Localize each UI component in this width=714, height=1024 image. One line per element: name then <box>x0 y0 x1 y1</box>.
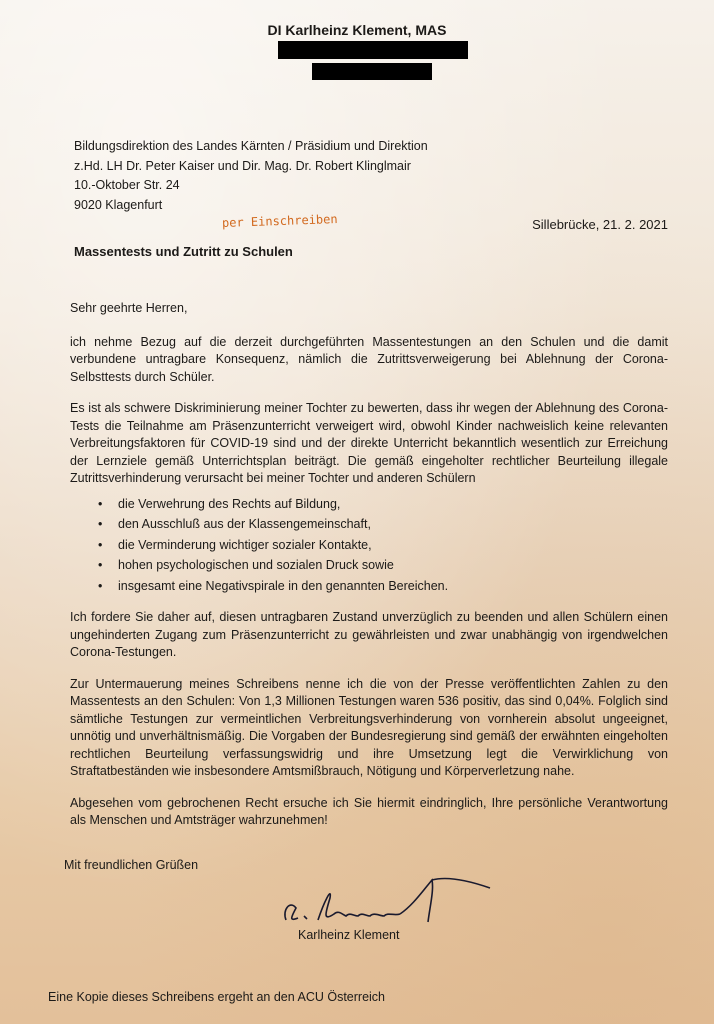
list-item: • den Ausschluß aus der Klassengemeinschaft, <box>98 516 668 534</box>
signer-name: Karlheinz Klement <box>298 928 400 942</box>
redacted-address-line-2 <box>312 63 432 80</box>
subject-line: Massentests und Zutritt zu Schulen <box>74 244 293 259</box>
letterhead-name: DI Karlheinz Klement, MAS <box>267 22 447 38</box>
recipient-line: Bildungsdirektion des Landes Kärnten / Präsidium und Direktion <box>74 139 428 153</box>
body-paragraph: Es ist als schwere Diskriminierung meiner Tochter zu bewerten, dass ihr wegen der Ablehnung des Corona-Tests die Teilnahme am Präsenzunterricht verweigert wird, obwohl Kinder nachweislich keine relevanten Verbreitungsfaktoren für COVID-19 sind und der direkte Unterricht bekanntlich wesentlich zur Erreichung der Lernziele gemäß Unterrichtsplan beiträgt. Die gemäß eingeholter rechtlicher Beurteilung illegale Zutrittsverhinderung verursacht bei meiner Tochter und anderen Schülern <box>70 401 668 485</box>
recipient-line: 9020 Klagenfurt <box>74 197 163 212</box>
consequence-list <box>98 496 668 596</box>
list-item: • insgesamt eine Negativspirale in den genannten Bereichen. <box>98 578 668 596</box>
letter-body <box>70 300 668 844</box>
recipient-address <box>74 137 428 215</box>
list-item: • hohen psychologischen und sozialen Druck sowie <box>98 557 668 575</box>
body-paragraph: ich nehme Bezug auf die derzeit durchgeführten Massentestungen an den Schulen und die damit verbundene untragbare Konsequenz, nämlich die Zutrittsverweigerung bei Ablehnung der Corona-Selbsttests durch Schüler. <box>70 334 668 384</box>
recipient-line: z.Hd. LH Dr. Peter Kaiser und Dir. Mag. Dr. Robert Klinglmair <box>74 158 411 173</box>
handwritten-signature <box>272 872 502 932</box>
body-paragraph: Zur Untermauerung meines Schreibens nenne ich die von der Presse veröffentlichten Zahlen zu den Massentests an den Schulen: Von 1,3 Millionen Testungen waren 536 positiv, das sind 0,04%. Folglich sind sämtliche Testungen zur vermeintlichen Verbreitungsverhinderung von vornherein absolut ungeeignet, unnötig und unverhältnismäßig. Die Vorgaben der Bundesregierung sind gemäß der erwähnten eingeholten rechtlichen Beurteilung verfassungswidrig und ihre Umsetzung legt die Verwirklichung von Straftatbeständen wie insbesondere Amtsmißbrauch, Nötigung und Körperverletzung nahe. <box>70 676 668 778</box>
body-paragraph: Ich fordere Sie daher auf, diesen untragbaren Zustand unverzüglich zu beenden und allen Schülern einen ungehinderten Zugang zum Präsenzunterricht zu gewährleisten und zwar unabhängig von irgendwelchen Corona-Testungen. <box>70 610 668 659</box>
copy-note: Eine Kopie dieses Schreibens ergeht an den ACU Österreich <box>48 990 385 1004</box>
handwritten-delivery-note: per Einschreiben <box>221 211 338 231</box>
place-date: Sillebrücke, 21. 2. 2021 <box>532 217 668 232</box>
list-item: • die Verminderung wichtiger sozialer Kontakte, <box>98 537 668 555</box>
body-paragraph: Abgesehen vom gebrochenen Recht ersuche ich Sie hiermit eindringlich, Ihre persönliche Verantwortung als Menschen und Amtsträger wahrzunehmen! <box>70 795 668 827</box>
redacted-address-line-1 <box>278 41 468 59</box>
list-item: • die Verwehrung des Rechts auf Bildung, <box>98 496 668 514</box>
recipient-line: 10.-Oktober Str. 24 <box>74 178 180 192</box>
closing-phrase: Mit freundlichen Grüßen <box>64 858 199 872</box>
salutation: Sehr geehrte Herren, <box>70 301 188 315</box>
